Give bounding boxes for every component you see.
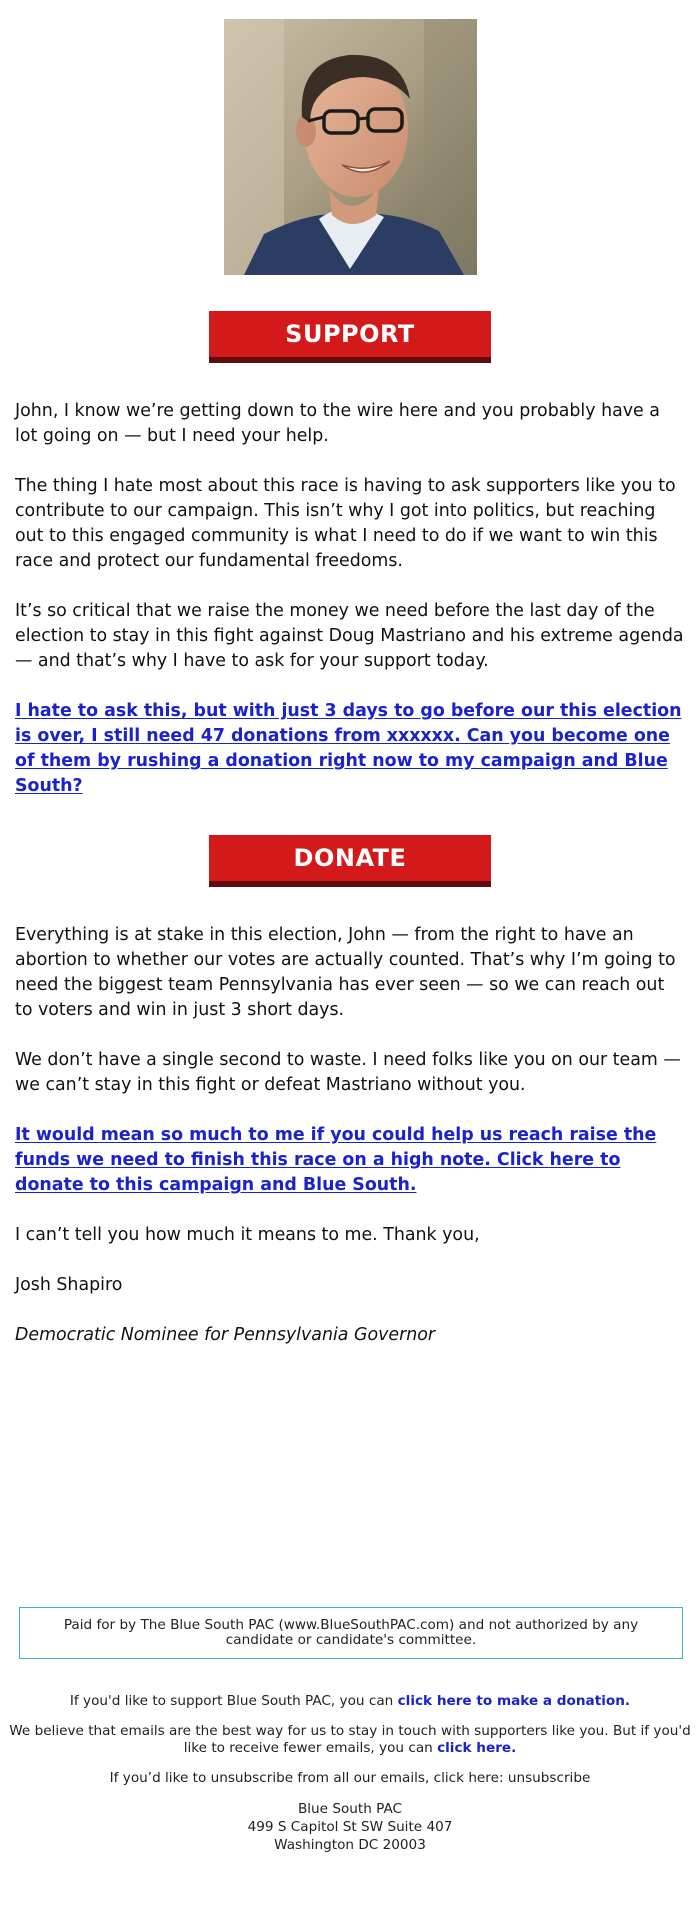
address-line-1: 499 S Capitol St SW Suite 407 [247, 1819, 453, 1835]
paid-for-disclaimer [19, 1607, 683, 1659]
footer-support-text: If you'd like to support Blue South PAC, you can [69, 1693, 398, 1709]
paragraph-3: It’s so critical that we raise the money we need before the last day of the election to stay in this fight against Doug Mastriano and his extreme agenda — and that’s why I have to ask for your support today. [15, 601, 684, 671]
cta-link-donate-here[interactable]: It would mean so much to me if you could help us reach raise the funds we need to finish this race on a high note. Click here to donate to this campaign and Blue South. [15, 1125, 657, 1195]
header-photo-container [0, 0, 700, 275]
footer-emails-line [0, 1723, 700, 1757]
footer-unsubscribe-line [0, 1770, 700, 1787]
portrait-illustration [224, 19, 477, 275]
footer-fewer-emails-link[interactable]: click here. [437, 1740, 517, 1756]
paragraph-5: We don’t have a single second to waste. I need folks like you on our team — we can’t stay in this fight or defeat Mastriano without you. [15, 1050, 681, 1095]
paragraph-2: The thing I hate most about this race is having to ask supporters like you to contribute to our campaign. This isn’t why I got into politics, but reaching out to this engaged community is what I need to do if we want to win this race and protect our fundamental freedoms. [15, 476, 676, 571]
cta-link-donation[interactable]: I hate to ask this, but with just 3 days to go before our this election is over, I still need 47 donations from xxxxxx. Can you become one of them by rushing a donation right now to my campaign and Blue South? [15, 701, 682, 796]
email-footer [0, 1693, 700, 1854]
footer-emails-text: We believe that emails are the best way for us to stay in touch with supporters like you. But if you'd like to receive fewer emails, you can [9, 1723, 691, 1756]
org-name: Blue South PAC [297, 1801, 403, 1817]
letter-copy-continued [0, 923, 700, 1348]
letter-copy [0, 399, 700, 799]
address-line-2: Washington DC 20003 [274, 1837, 426, 1853]
donate-button-row [0, 835, 700, 887]
closing-line: I can’t tell you how much it means to me. Thank you, [15, 1225, 480, 1245]
candidate-photo [224, 19, 477, 275]
cta-paragraph-2 [15, 1123, 686, 1198]
unsubscribe-link[interactable]: unsubscribe [507, 1770, 591, 1786]
signature-title: Democratic Nominee for Pennsylvania Governor [15, 1325, 436, 1345]
footer-support-line [0, 1693, 700, 1710]
footer-donation-link[interactable]: click here to make a donation. [397, 1693, 631, 1709]
signature-name: Josh Shapiro [15, 1275, 123, 1295]
footer-unsubscribe-text: If you’d like to unsubscribe from all our emails, click here: [109, 1770, 508, 1786]
paragraph-4: Everything is at stake in this election, John — from the right to have an abortion to whether our votes are actually counted. That’s why I’m going to need the biggest team Pennsylvania has ever seen — so we can reach out to voters and win in just 3 short days. [15, 925, 676, 1020]
disclaimer-text: Paid for by The Blue South PAC (www.BlueSouthPAC.com) and not authorized by any candidate or candidate's committee. [63, 1617, 639, 1648]
support-button-row [0, 311, 700, 363]
cta-paragraph-1 [15, 699, 686, 799]
support-button[interactable]: SUPPORT [209, 311, 491, 363]
donate-button[interactable]: DONATE [209, 835, 491, 887]
paragraph-1: John, I know we’re getting down to the wire here and you probably have a lot going on — but I need your help. [15, 401, 660, 446]
